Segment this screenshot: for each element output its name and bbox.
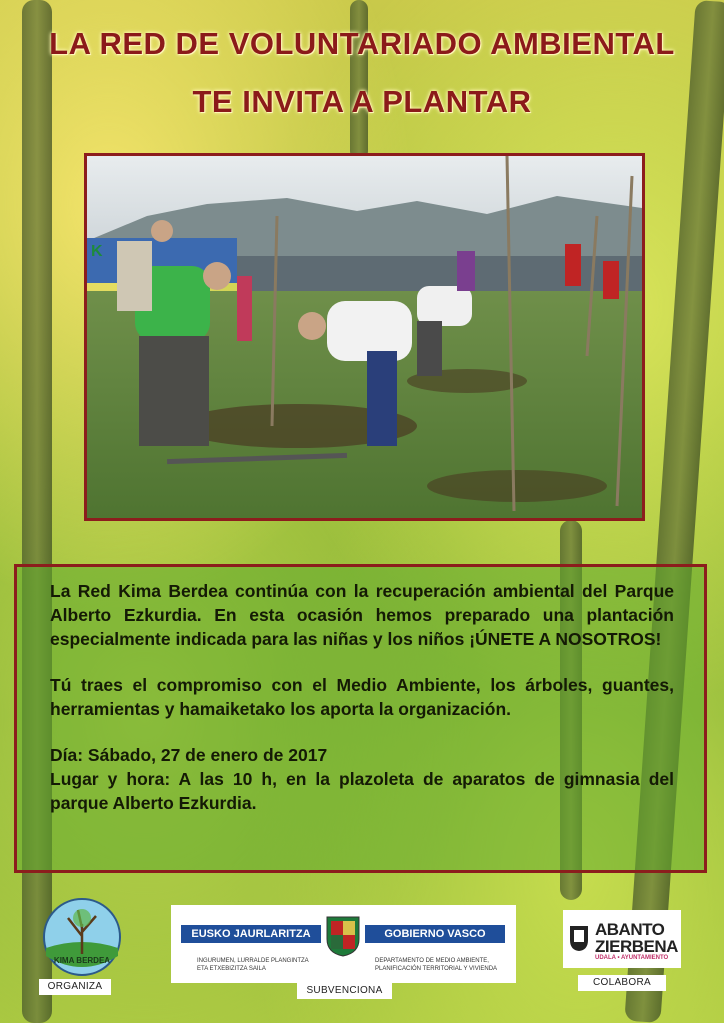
gobierno-vasco-logo — [171, 905, 516, 983]
title-line-1: LA RED DE VOLUNTARIADO AMBIENTAL — [49, 26, 675, 61]
abanto-name-line2: ZIERBENA — [595, 937, 678, 956]
info-textbox — [14, 564, 707, 873]
kima-berdea-logo-text: KIMA BERDEA — [53, 956, 111, 965]
building-sign: K — [91, 243, 103, 260]
title-line-2: TE INVITA A PLANTAR — [192, 84, 532, 119]
gobierno-vasco-label: GOBIERNO VASCO — [365, 925, 505, 943]
colabora-caption: COLABORA — [578, 975, 666, 991]
background-trunk — [350, 0, 368, 160]
right-department-text: DEPARTAMENTO DE MEDIO AMBIENTE, PLANIFICACIÓN TERRITORIAL Y VIVIENDA — [375, 958, 498, 972]
left-department-text: INGURUMEN, LURRALDE PLANGINTZA ETA ETXEBIZITZA SAILA — [197, 958, 309, 972]
organiza-caption: ORGANIZA — [39, 979, 111, 995]
abanto-name-line1: ABANTO — [595, 920, 665, 939]
kima-berdea-logo — [38, 896, 126, 978]
date-line: Día: Sábado, 27 de enero de 2017 — [50, 745, 328, 765]
basque-coat-of-arms-icon — [323, 913, 363, 957]
place-line: Lugar y hora: A las 10 h, en la plazoleta de aparatos de gimnasia del parque Alberto Ezkurdia. — [50, 769, 674, 813]
provision-paragraph: Tú traes el compromiso con el Medio Ambiente, los árboles, guantes, herramientas y hamaiketako los aporta la organización. — [50, 675, 674, 719]
abanto-subline: UDALA • AYUNTAMIENTO — [595, 955, 669, 961]
abanto-shield-icon — [568, 924, 590, 952]
subvenciona-caption: SUBVENCIONA — [297, 983, 392, 999]
dirt-patch — [427, 470, 607, 502]
eusko-jaurlaritza-label: EUSKO JAURLARITZA — [181, 925, 321, 943]
intro-paragraph: La Red Kima Berdea continúa con la recuperación ambiental del Parque Alberto Ezkurdia. En esta ocasión hemos preparado una plantación especialmente indicada para las niñas y los niños ¡ÚNETE A NOSOTROS! — [50, 581, 674, 649]
abanto-zierbena-logo — [563, 910, 681, 968]
volunteers-photo — [84, 153, 645, 521]
